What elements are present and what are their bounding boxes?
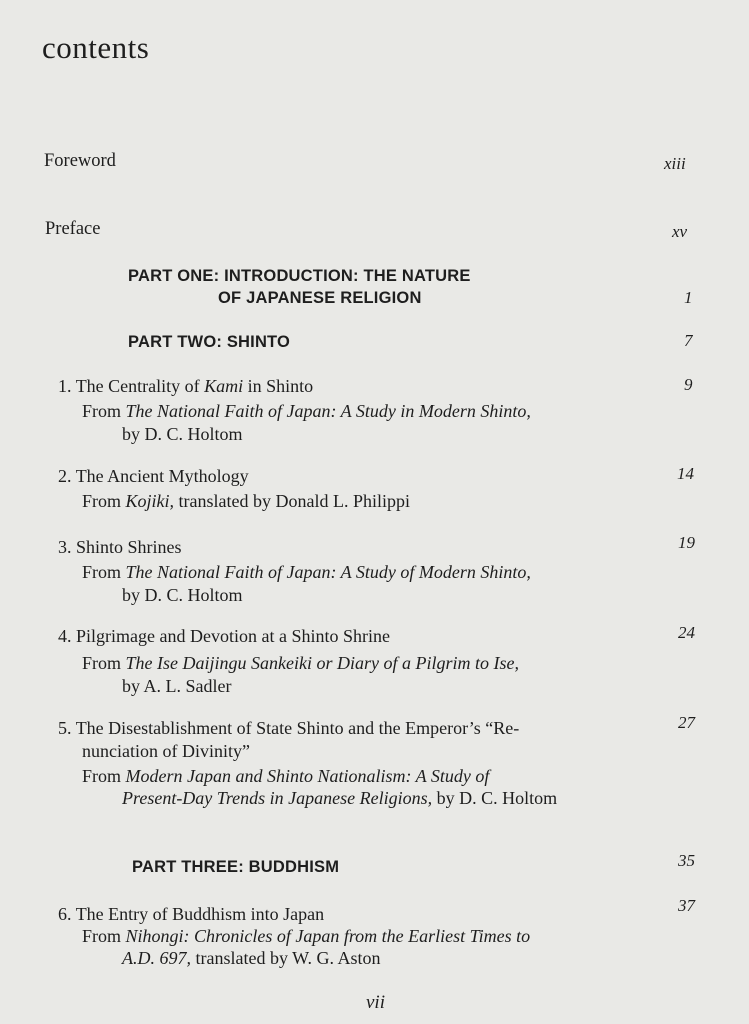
toc-entry-2-source: From Kojiki, translated by Donald L. Philippi: [82, 491, 410, 511]
toc-foreword-title: Foreword: [44, 151, 116, 171]
part-three-heading: PART THREE: BUDDHISM: [132, 858, 340, 876]
part-two-page: 7: [684, 331, 693, 350]
part-two-heading: PART TWO: SHINTO: [128, 333, 291, 351]
toc-entry-6-source-line1: From Nihongi: Chronicles of Japan from the Earliest Times to: [82, 926, 531, 946]
page-folio: vii: [366, 992, 385, 1013]
toc-entry-1-title: 1. The Centrality of Kami in Shinto: [58, 376, 314, 396]
toc-entry-3-source: From The National Faith of Japan: A Study of Modern Shinto,: [82, 562, 531, 582]
toc-entry-1-page: 9: [684, 375, 693, 394]
toc-entry-2-page: 14: [677, 464, 694, 483]
toc-entry-5-source-line1: From Modern Japan and Shinto Nationalism: A Study of: [82, 766, 490, 786]
toc-entry-4-author: by A. L. Sadler: [122, 676, 232, 696]
toc-preface-page: xv: [672, 222, 688, 241]
toc-entry-1-source: From The National Faith of Japan: A Study in Modern Shinto,: [82, 401, 531, 421]
part-three-page: 35: [678, 851, 695, 870]
page-heading: contents: [42, 30, 150, 65]
toc-entry-6-page: 37: [678, 896, 695, 915]
part-one-heading-line1: PART ONE: INTRODUCTION: THE NATURE: [128, 267, 471, 285]
toc-entry-3-page: 19: [678, 533, 695, 552]
toc-entry-6-title: 6. The Entry of Buddhism into Japan: [58, 904, 325, 924]
part-one-heading-line2: OF JAPANESE RELIGION: [218, 289, 422, 307]
part-one-page: 1: [684, 288, 693, 307]
toc-entry-6-source-line2: A.D. 697, translated by W. G. Aston: [122, 948, 381, 968]
toc-entry-5-title-line1: 5. The Disestablishment of State Shinto and the Emperor’s “Re-: [58, 718, 520, 738]
toc-entry-5-title-line2: nunciation of Divinity”: [82, 741, 250, 761]
toc-entry-4-source: From The Ise Daijingu Sankeiki or Diary of a Pilgrim to Ise,: [82, 653, 519, 673]
toc-entry-3-title: 3. Shinto Shrines: [58, 537, 182, 557]
toc-foreword-page: xiii: [664, 154, 686, 173]
toc-entry-5-source-line2: Present-Day Trends in Japanese Religions, by D. C. Holtom: [122, 788, 558, 808]
toc-entry-3-author: by D. C. Holtom: [122, 585, 243, 605]
toc-preface-title: Preface: [45, 219, 101, 239]
toc-entry-4-page: 24: [678, 623, 695, 642]
toc-entry-4-title: 4. Pilgrimage and Devotion at a Shinto Shrine: [58, 626, 390, 646]
toc-entry-2-title: 2. The Ancient Mythology: [58, 466, 249, 486]
toc-entry-5-page: 27: [678, 713, 695, 732]
toc-entry-1-author: by D. C. Holtom: [122, 424, 243, 444]
